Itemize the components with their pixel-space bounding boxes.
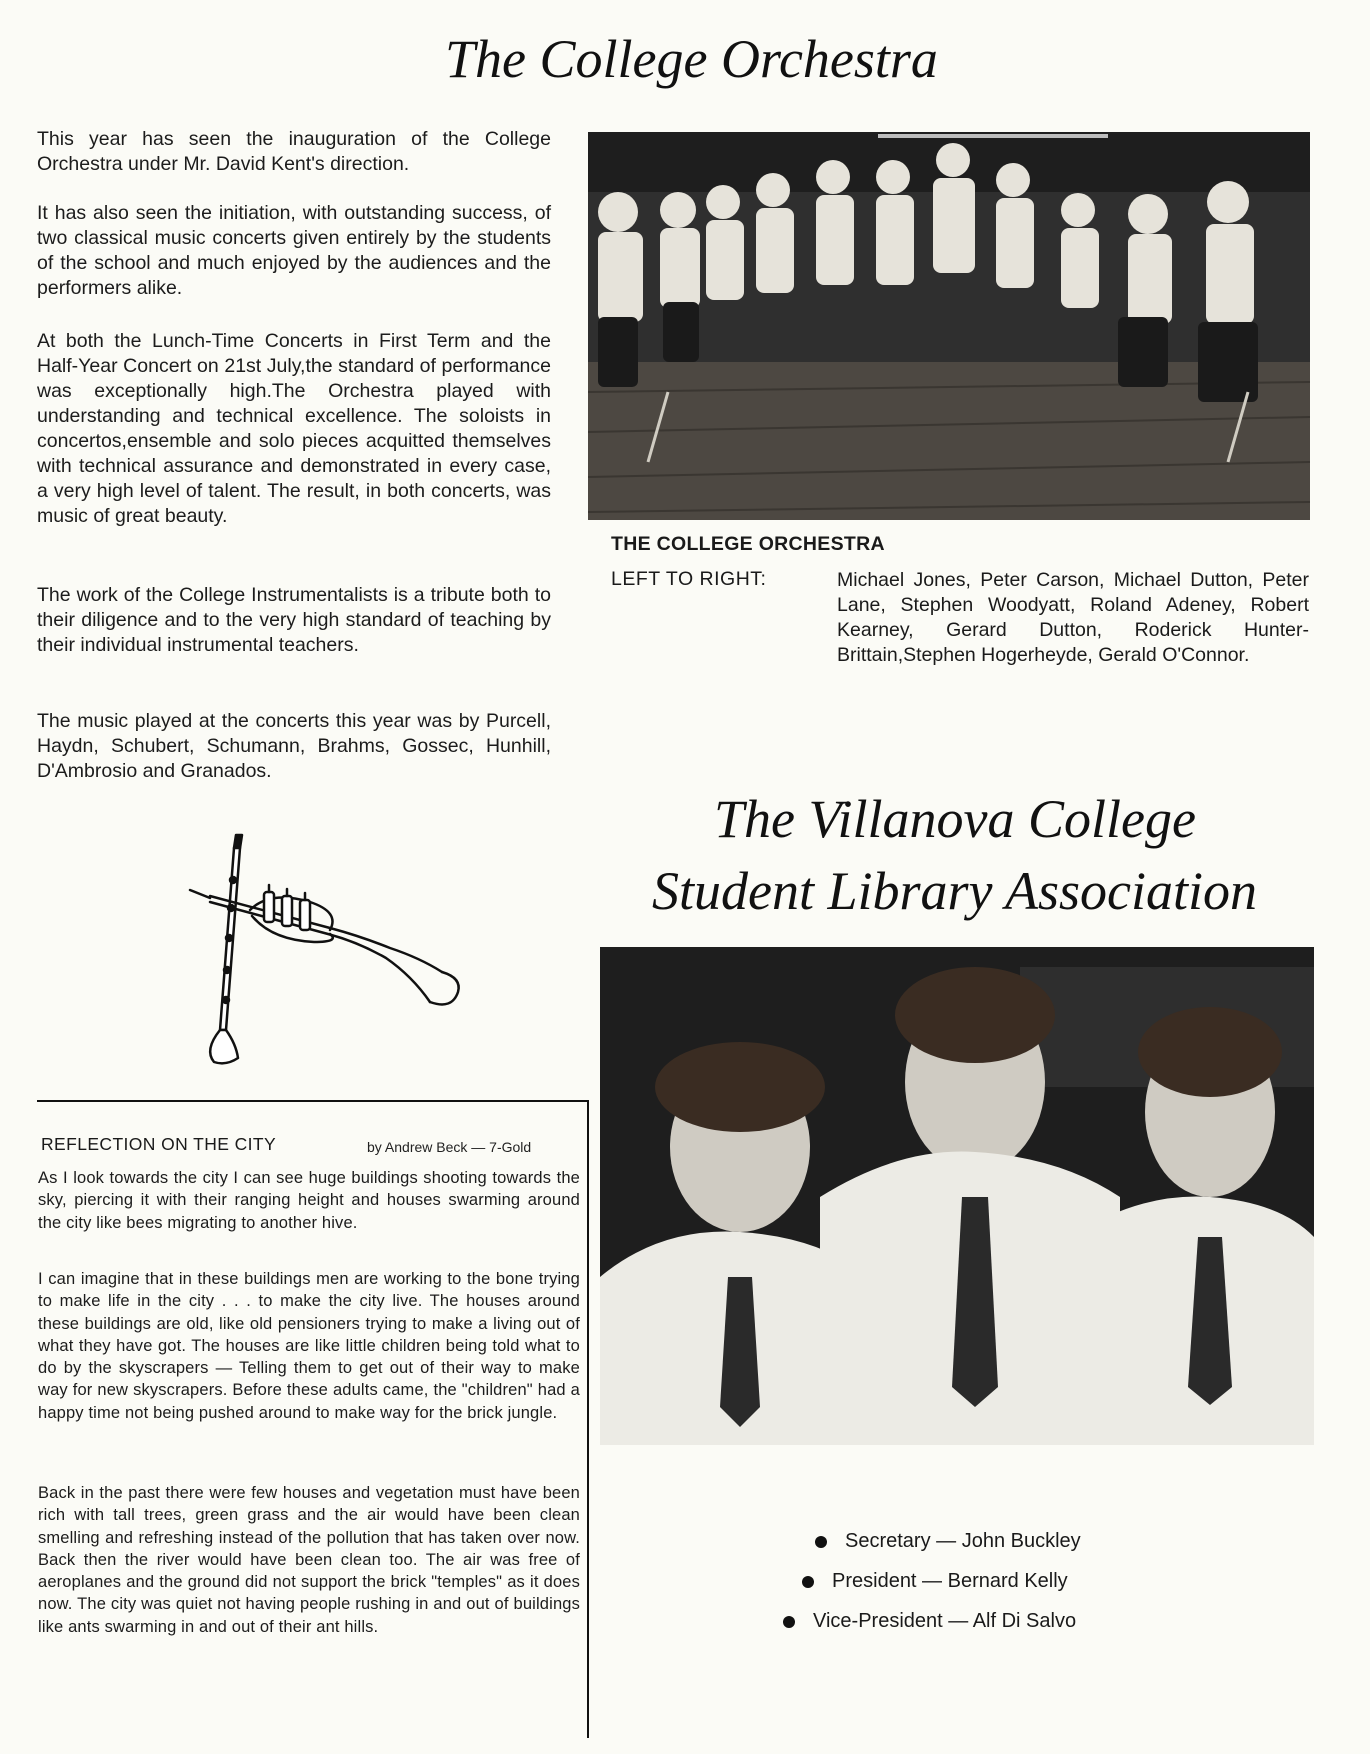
orchestra-paragraph: It has also seen the initiation, with outstanding success, of two classical music concerts given entirely by the students of the school and much enjoyed by the audiences and the performers alike. [37,202,551,299]
reflection-author: by Andrew Beck — 7-Gold [367,1139,532,1155]
orchestra-caption-label: LEFT TO RIGHT: [611,568,767,590]
officer-vice-president: Vice-President — Alf Di Salvo [783,1610,1076,1633]
bullet-icon [815,1536,827,1548]
clarinet-icon [210,835,242,1063]
orchestra-caption-names: Michael Jones, Peter Carson, Michael Dutton, Peter Lane, Stephen Woodyatt, Roland Adeney, Robert Kearney, Gerard Dutton, Roderick Hunter-Brittain,Stephen Hogerheyde, Gerald O'Connor. [837,569,1309,666]
bullet-icon [783,1616,795,1628]
library-title-line1: The Villanova College [714,789,1196,849]
orchestra-paragraph: The work of the College Instrumentalists is a tribute both to their diligence and to the very high standard of teaching by their individual instrumental teachers. [37,584,551,656]
orchestra-paragraph: The music played at the concerts this year was by Purcell, Haydn, Schubert, Schumann, Brahms, Gossec, Hunhill, D'Ambrosio and Granados. [37,710,551,782]
orchestra-photo [588,132,1310,520]
reflection-paragraph: Back in the past there were few houses and vegetation must have been rich with tall trees, green grass and the air would have been clean smelling and refreshing instead of the pollution that has taken over now. Back then the river would have been clean too. The air was free of aeroplanes and the ground did not support the brick "temples" as it does now. The city was quiet not having people rushing in and out of buildings like ants swarming in and out of their ant hills. [38,1484,580,1636]
library-title-line2: Student Library Association [652,861,1258,921]
orchestra-title: The College Orchestra [445,29,938,89]
reflection-paragraph: As I look towards the city I can see huge buildings shooting towards the sky, piercing it with their ranging height and houses swarming around the city like bees migrating to another hive. [38,1169,580,1232]
library-photo [600,947,1314,1445]
reflection-paragraph: I can imagine that in these buildings men are working to the bone trying to make life in the city . . . to make the city live. The houses around these buildings are old, like old pensioners trying to make a living out of what they have got. The houses are like little children being told what to do by the skyscrapers — Telling them to get out of their way to make way for new skyscrapers. Before these adults came, the "children" had a happy time not being pushed around to make way for the brick jungle. [38,1270,580,1422]
officer-president: President — Bernard Kelly [802,1570,1068,1593]
orchestra-paragraph: At both the Lunch-Time Concerts in First Term and the Half-Year Concert on 21st July,the standard of performance was exceptionally high.The Orchestra played with understanding and technical excellence. The soloists in concertos,ensemble and solo pieces acquitted themselves with technical assurance and demonstrated in every case, a very high level of talent. The result, in both concerts, was music of great beauty. [37,330,551,527]
reflection-title: REFLECTION ON THE CITY [41,1134,277,1154]
officer-secretary: Secretary — John Buckley [815,1530,1081,1553]
orchestra-paragraph: This year has seen the inauguration of the College Orchestra under Mr. David Kent's direction. [37,128,551,175]
bullet-icon [802,1576,814,1588]
orchestra-caption-heading: THE COLLEGE ORCHESTRA [611,533,885,555]
instruments-illustration [180,830,470,1070]
